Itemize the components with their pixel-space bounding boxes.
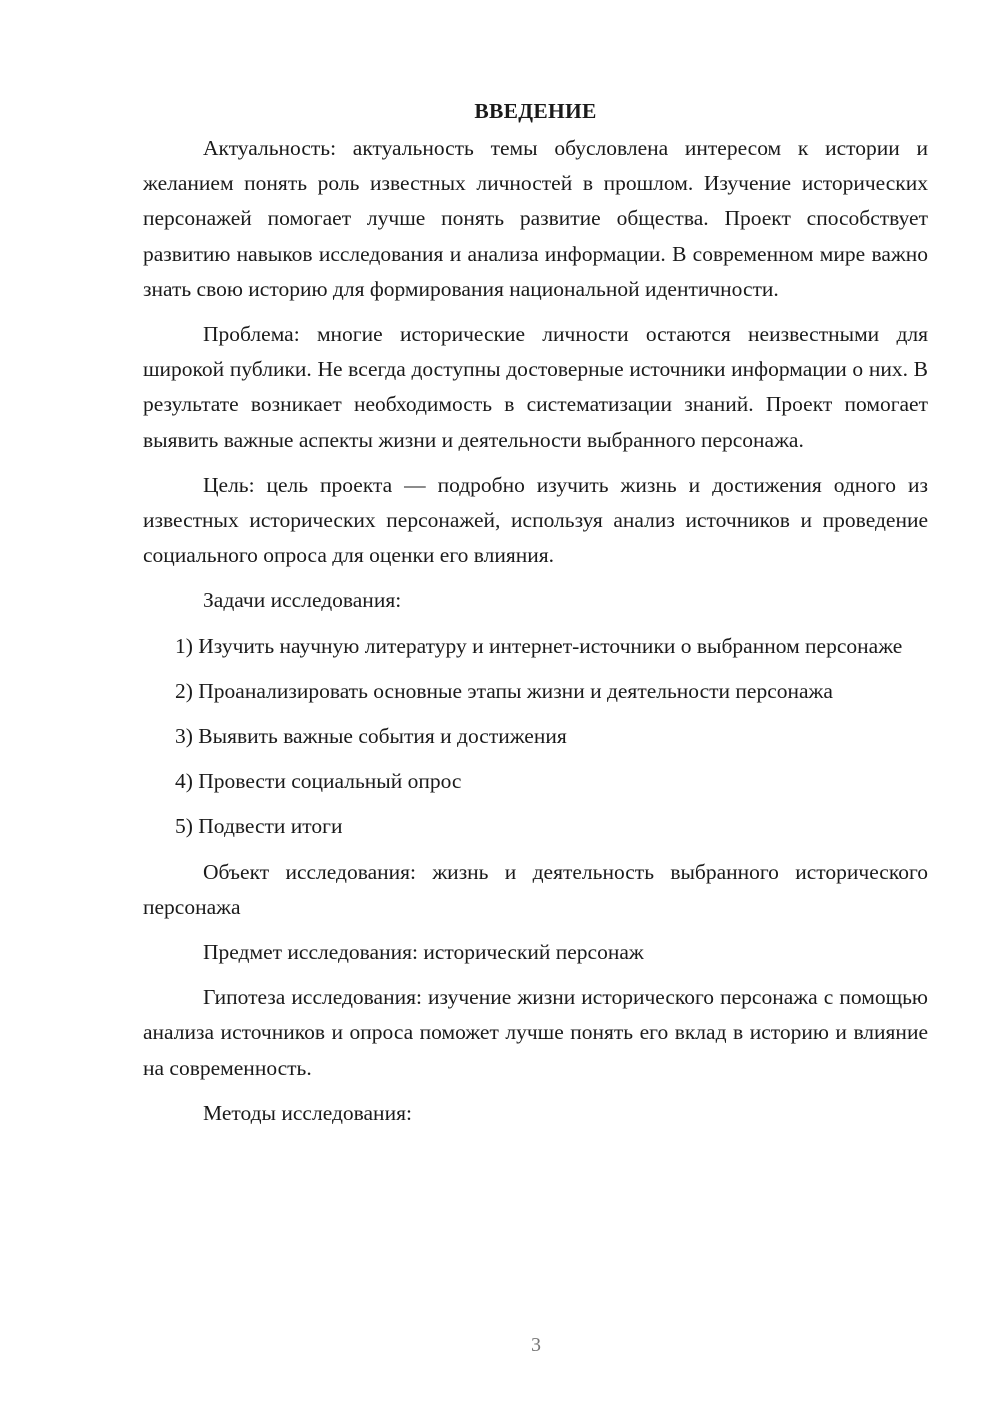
page-title: ВВЕДЕНИЕ	[474, 99, 597, 123]
tasks-list	[143, 629, 928, 845]
tasks-heading: Задачи исследования:	[203, 588, 402, 613]
paragraph-relevance: Актуальность: актуальность темы обусловлена интересом к истории и желанием понять роль известных личностей в прошлом. Изучение исторических персонажей помогает лучше понять развитие общества. Проект способствует развитию навыков исследования и анализа информации. В современном мире важно знать свою историю для формирования национальной идентичности.	[143, 136, 928, 301]
paragraph-problem: Проблема: многие исторические личности остаются неизвестными для широкой публики. Не всегда доступны достоверные источники информации о них. В результате возникает необходимость в систематизации знаний. Проект помогает выявить важные аспекты жизни и деятельности выбранного персонажа.	[143, 322, 928, 452]
paragraph-object: Объект исследования: жизнь и деятельность выбранного исторического персонажа	[143, 859, 928, 919]
list-item: 5) Подвести итоги	[175, 814, 343, 839]
paragraph-methods: Методы исследования:	[203, 1100, 412, 1125]
list-item: 2) Проанализировать основные этапы жизни и деятельности персонажа	[175, 678, 833, 703]
list-item: 3) Выявить важные события и достижения	[175, 724, 567, 749]
paragraph-hypothesis: Гипотеза исследования: изучение жизни исторического персонажа с помощью анализа источников и опроса поможет лучше понять его вклад в историю и влияние на современность.	[143, 985, 928, 1080]
list-item: 4) Провести социальный опрос	[175, 769, 462, 794]
page-number: 3	[531, 1334, 541, 1356]
paragraph-subject: Предмет исследования: исторический персонаж	[203, 940, 644, 965]
list-item: 1) Изучить научную литературу и интернет-источники о выбранном персонаже	[175, 633, 903, 658]
page-content	[143, 96, 928, 1141]
paragraph-goal: Цель: цель проекта — подробно изучить жизнь и достижения одного из известных исторических персонажей, используя анализ источников и проведение социального опроса для оценки его влияния.	[143, 472, 928, 568]
